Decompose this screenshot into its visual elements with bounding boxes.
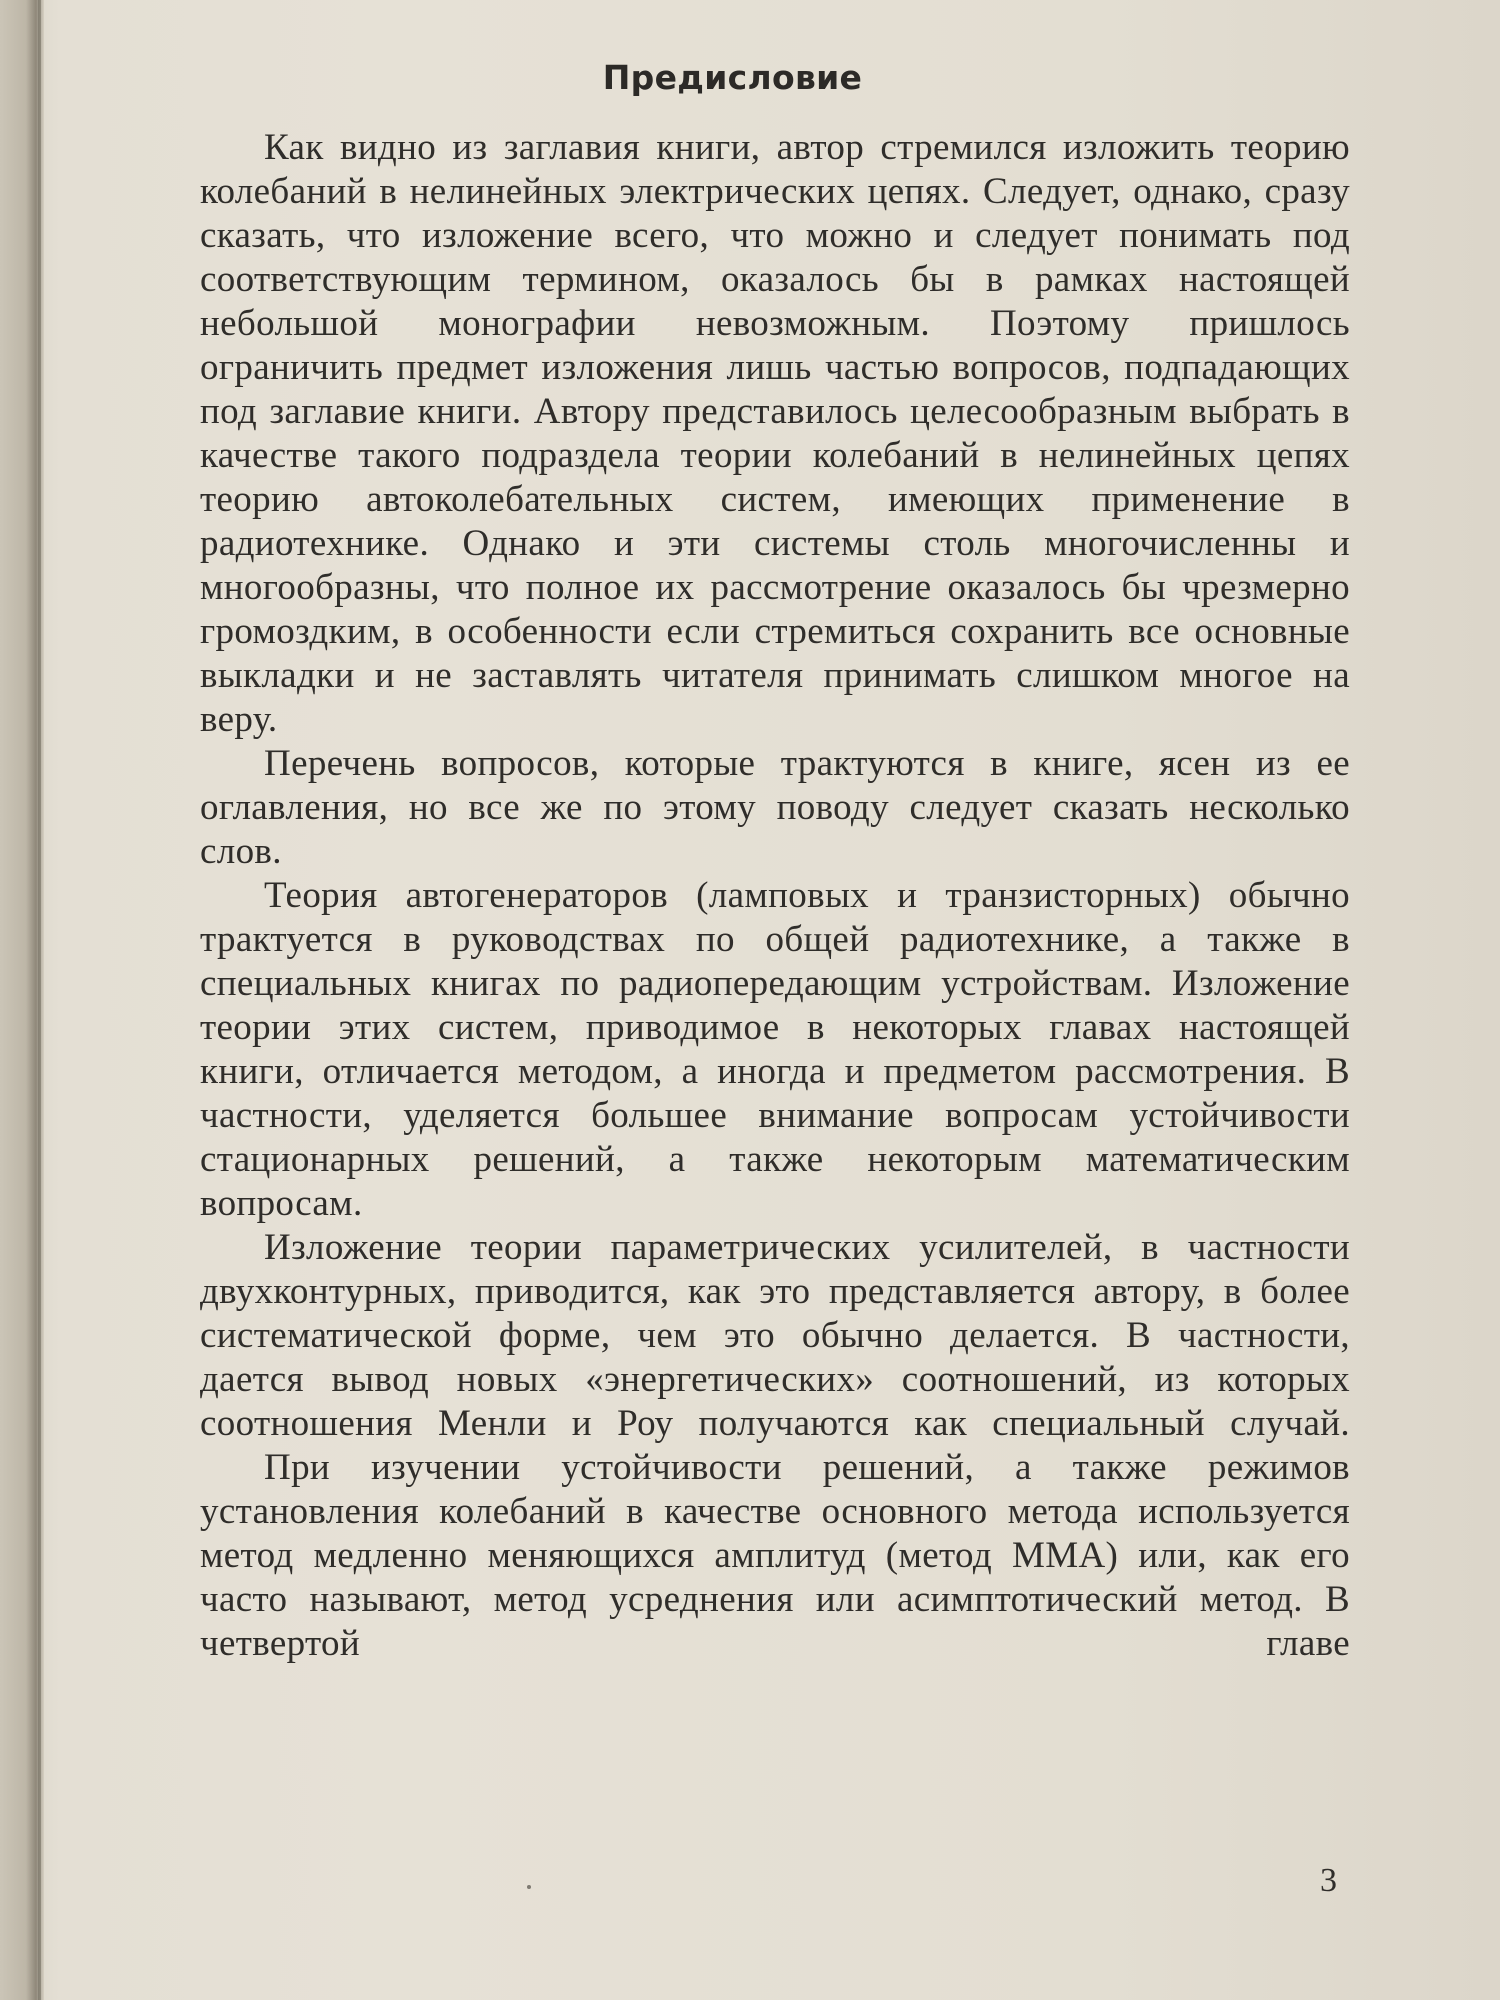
page-title: Предисловие xyxy=(602,58,863,97)
page-number: 3 xyxy=(1320,1862,1337,1899)
paragraph-3: Теория автогенераторов (ламповых и транзисторных) обычно трактуется в руководствах по общей радиотехнике, а также в специальных книгах по радиопередающим устройствам. Изложение теории этих систем, приводимое в некоторых главах настоящей книги, отличается методом, а иногда и предметом рассмотрения. В частности, уделяется большее внимание вопросам устойчивости стационарных решений, а также некоторым математическим вопросам. xyxy=(200,875,1350,1224)
paragraph-2: Перечень вопросов, которые трактуются в книге, ясен из ее оглавления, но все же по этому поводу следует сказать несколько слов. xyxy=(200,743,1350,872)
page-title-wrap xyxy=(0,58,1460,97)
spine-edge xyxy=(38,0,41,2000)
paper-speck xyxy=(527,1885,531,1889)
paragraph-4: Изложение теории параметрических усилителей, в частности двухконтурных, приводится, как это представляется автору, в более систематической форме, чем это обычно делается. В частности, дается вывод новых «энергетических» соотношений, из которых соотношения Менли и Роу получаются как специальный случай. xyxy=(200,1227,1350,1444)
paragraph-5: При изучении устойчивости решений, а также режимов установления колебаний в качестве основного метода используется метод медленно меняющихся амплитуд (метод ММА) или, как его часто называют, метод усреднения или асимптотический метод. В четвертой главе xyxy=(200,1447,1350,1664)
paragraph-1: Как видно из заглавия книги, автор стремился изложить теорию колебаний в нелинейных электрических цепях. Следует, однако, сразу сказать, что изложение всего, что можно и следует понимать под соответствующим термином, оказалось бы в рамках настоящей небольшой монографии невозможным. Поэтому пришлось ограничить предмет изложения лишь частью вопросов, подпадающих под заглавие книги. Автору представилось целесообразным выбрать в качестве такого подраздела теории колебаний в нелинейных цепях теорию автоколебательных систем, имеющих применение в радиотехнике. Однако и эти системы столь многочисленны и многообразны, что полное их рассмотрение оказалось бы чрезмерно громоздким, в особенности если стремиться сохранить все основные выкладки и не заставлять читателя принимать слишком многое на веру. xyxy=(200,127,1350,740)
body-text xyxy=(200,126,1350,1666)
